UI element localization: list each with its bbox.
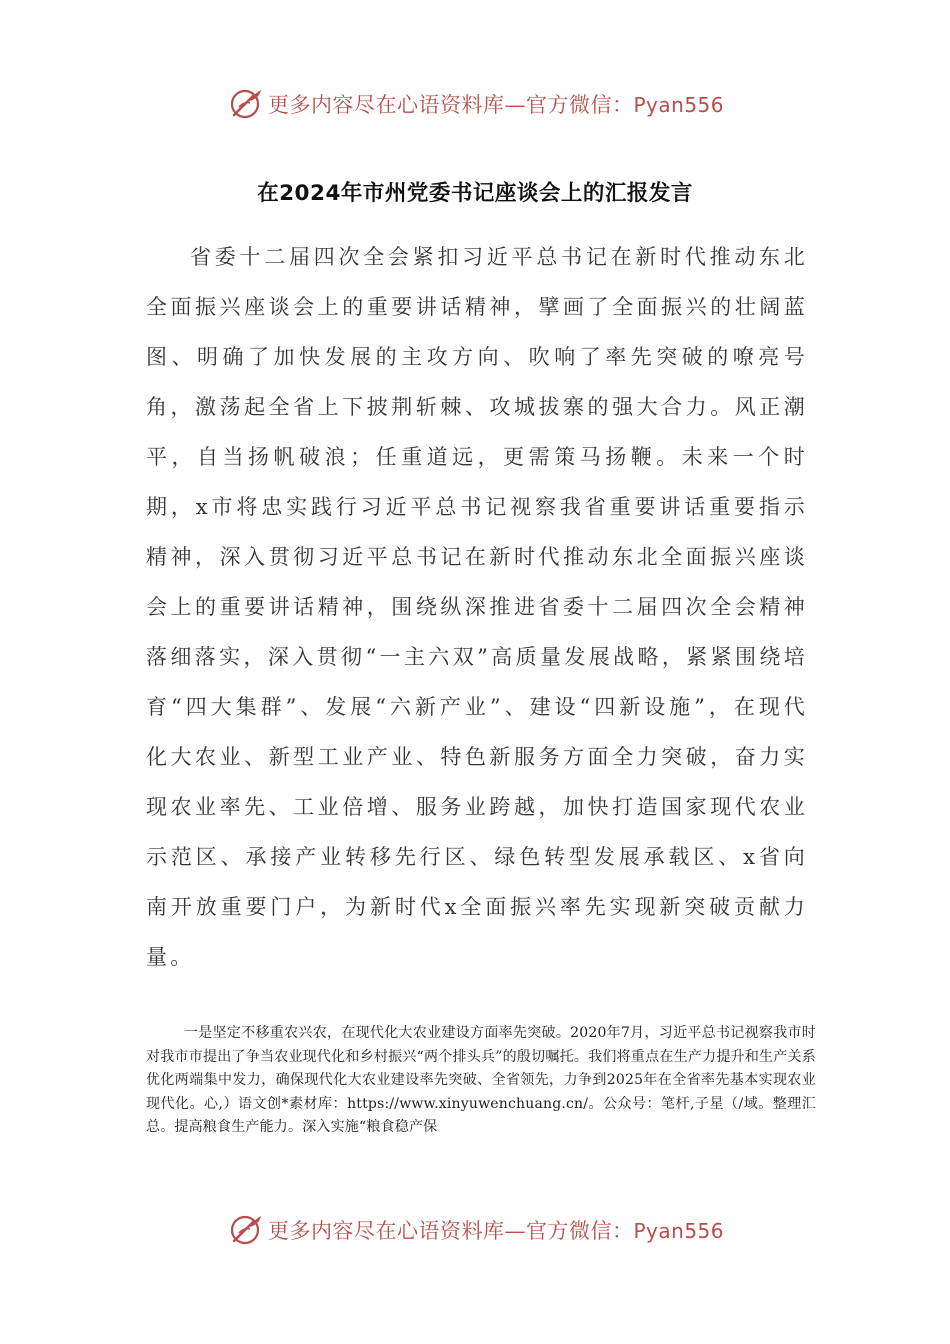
body-paragraph-agriculture: 一是坚定不移重农兴农，在现代化大农业建设方面率先突破。2020年7月，习近平总书记视察我市时对我市市提出了争当农业现代化和乡村振兴“两个排头兵”的殷切嘱托。我们将重点在生产力提升和生产关系优化两端集中发力，确保现代化大农业建设率先突破、全省领先，力争到2025年在全省率先基本实现农业现代化。心,）语文创*素材库：https://www.xinyuwenchuang.cn/。公众号：笔杆,子星（/域。整理汇总。提高粮食生产能力。深入实施“粮食稳产保	[146, 1025, 816, 1135]
document-title: 在2024年市州党委书记座谈会上的汇报发言	[257, 181, 693, 206]
watermark-banner-top	[228, 86, 748, 122]
watermark-banner-bottom	[228, 1212, 748, 1248]
watermark-text: 更多内容尽在心语资料库—官方微信：Pyan556	[268, 1219, 725, 1243]
body-paragraph-intro: 省委十二届四次全会紧扣习近平总书记在新时代推动东北全面振兴座谈会上的重要讲话精神，擘画了全面振兴的壮阔蓝图、明确了加快发展的主攻方向、吹响了率先突破的嘹亮号角，激荡起全省上下披荆斩棘、攻城拔寨的强大合力。风正潮平，自当扬帆破浪；任重道远，更需策马扬鞭。未来一个时期，x市将忠实践行习近平总书记视察我省重要讲话重要指示精神，深入贯彻习近平总书记在新时代推动东北全面振兴座谈会上的重要讲话精神，围绕纵深推进省委十二届四次全会精神落细落实，深入贯彻“一主六双”高质量发展战略，紧紧围绕培育“四大集群”、发展“六新产业”、建设“四新设施”，在现代化大农业、新型工业产业、特色新服务方面全力突破，奋力实现农业率先、工业倍增、服务业跨越，加快打造国家现代农业示范区、承接产业转移先行区、绿色转型发展承载区、x省向南开放重要门户，为新时代x全面振兴率先实现新突破贡献力量。	[146, 245, 808, 969]
quill-logo-icon	[228, 1213, 262, 1247]
quill-logo-icon	[228, 87, 262, 121]
watermark-text: 更多内容尽在心语资料库—官方微信：Pyan556	[268, 93, 725, 117]
